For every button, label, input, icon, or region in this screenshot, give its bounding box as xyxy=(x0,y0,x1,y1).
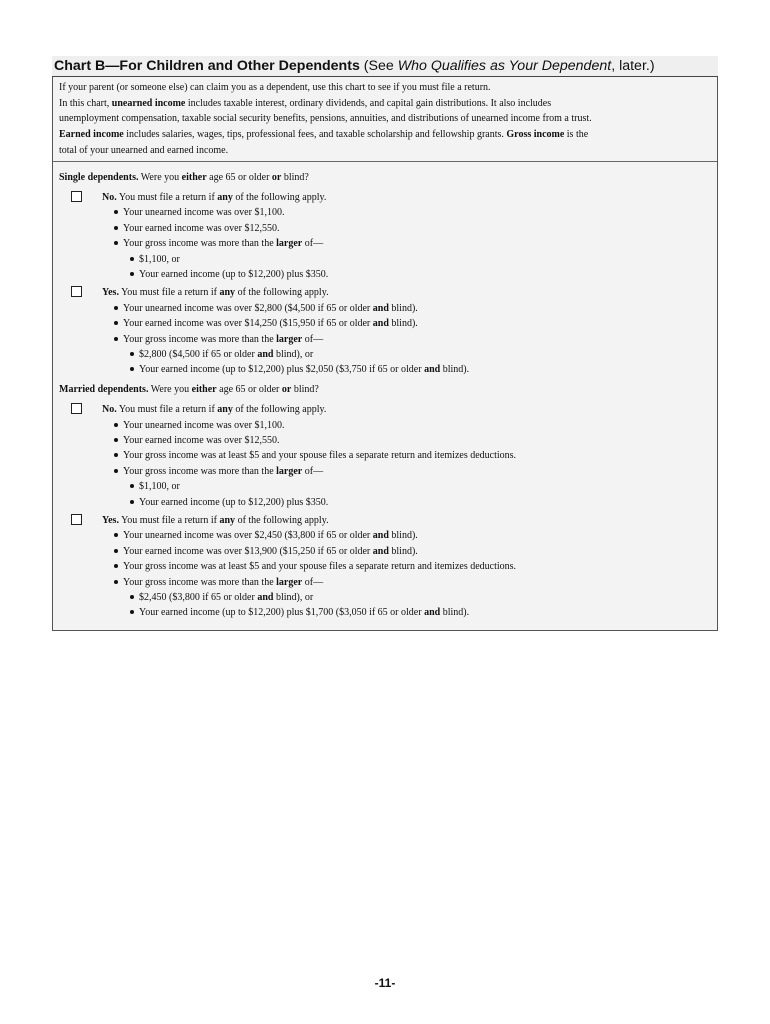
married-dependents-heading: Married dependents. Were you either age 65 or older or blind? xyxy=(59,383,319,395)
option-text: Yes. You must file a return if any of the following apply. xyxy=(102,287,329,299)
chart-intro xyxy=(53,77,717,162)
list-item: Your gross income was at least $5 and your spouse files a separate return and itemizes deductions. xyxy=(102,448,711,463)
list-item: Your unearned income was over $1,100. xyxy=(102,205,711,220)
intro-line: In this chart, unearned income includes taxable interest, ordinary dividends, and capital gain distributions. It also includes xyxy=(59,97,552,109)
list-item: Your earned income (up to $12,200) plus $350. xyxy=(130,495,711,510)
list-item: $2,800 ($4,500 if 65 or older and blind), or xyxy=(130,347,711,362)
chart-title: Chart B—For Children and Other Dependents (See Who Qualifies as Your Dependent, later.) xyxy=(52,56,718,76)
sub-bullet-list xyxy=(130,479,711,510)
sub-bullet-list xyxy=(130,252,711,283)
single-yes-option xyxy=(59,285,711,377)
married-no-checkbox[interactable] xyxy=(71,403,82,414)
list-item: Your unearned income was over $2,450 ($3,800 if 65 or older and blind). xyxy=(102,528,711,543)
list-item: Your earned income (up to $12,200) plus $2,050 ($3,750 if 65 or older and blind). xyxy=(130,362,711,377)
bullet-list xyxy=(102,301,711,378)
bullet-list xyxy=(102,418,711,510)
married-no-option xyxy=(59,402,711,510)
list-item: Your earned income (up to $12,200) plus $1,700 ($3,050 if 65 or older and blind). xyxy=(130,605,711,620)
option-text: No. You must file a return if any of the following apply. xyxy=(102,404,327,416)
sub-bullet-list xyxy=(130,347,711,378)
intro-line: total of your unearned and earned income. xyxy=(59,144,229,156)
bullet-list xyxy=(102,528,711,620)
option-text: Yes. You must file a return if any of the following apply. xyxy=(102,515,329,527)
list-item: Your earned income was over $14,250 ($15,950 if 65 or older and blind). xyxy=(102,316,711,331)
list-item: Your gross income was more than the larger of— $1,100, or Your earned income (up to $12,200) plus $350. xyxy=(102,236,711,282)
married-yes-option xyxy=(59,513,711,621)
chart-b xyxy=(52,56,718,631)
list-item: Your gross income was at least $5 and your spouse files a separate return and itemizes deductions. xyxy=(102,559,711,574)
list-item: Your earned income was over $13,900 ($15,250 if 65 or older and blind). xyxy=(102,544,711,559)
page-number: -11- xyxy=(374,976,396,990)
list-item: Your earned income (up to $12,200) plus $350. xyxy=(130,267,711,282)
list-item: $1,100, or xyxy=(130,252,711,267)
intro-line: Earned income includes salaries, wages, tips, professional fees, and taxable scholarship and fellowship grants. Gross income is the xyxy=(59,129,589,141)
list-item: Your gross income was more than the larger of— $2,450 ($3,800 if 65 or older and blind), or Your earned income (up to $12,200) plus $1,700 ($3,050 if 65 or older and blind). xyxy=(102,575,711,621)
list-item: $1,100, or xyxy=(130,479,711,494)
intro-line: If your parent (or someone else) can claim you as a dependent, use this chart to see if you must file a return. xyxy=(59,82,491,93)
list-item: Your unearned income was over $2,800 ($4,500 if 65 or older and blind). xyxy=(102,301,711,316)
list-item: Your earned income was over $12,550. xyxy=(102,433,711,448)
list-item: Your unearned income was over $1,100. xyxy=(102,418,711,433)
single-no-checkbox[interactable] xyxy=(71,191,82,202)
chart-box xyxy=(52,76,718,631)
intro-line: unemployment compensation, taxable social security benefits, pensions, annuities, and distributions of unearned income from a trust. xyxy=(59,113,592,125)
option-text: No. You must file a return if any of the following apply. xyxy=(102,191,327,203)
list-item: Your gross income was more than the larger of— $1,100, or Your earned income (up to $12,200) plus $350. xyxy=(102,464,711,510)
list-item: $2,450 ($3,800 if 65 or older and blind), or xyxy=(130,590,711,605)
list-item: Your earned income was over $12,550. xyxy=(102,221,711,236)
bullet-list xyxy=(102,205,711,282)
list-item: Your gross income was more than the larger of— $2,800 ($4,500 if 65 or older and blind), or Your earned income (up to $12,200) plus $2,050 ($3,750 if 65 or older and blind). xyxy=(102,332,711,378)
single-yes-checkbox[interactable] xyxy=(71,286,82,297)
sub-bullet-list xyxy=(130,590,711,621)
chart-body xyxy=(53,162,717,630)
single-no-option xyxy=(59,190,711,282)
married-yes-checkbox[interactable] xyxy=(71,514,82,525)
single-dependents-heading: Single dependents. Were you either age 65 or older or blind? xyxy=(59,171,309,183)
